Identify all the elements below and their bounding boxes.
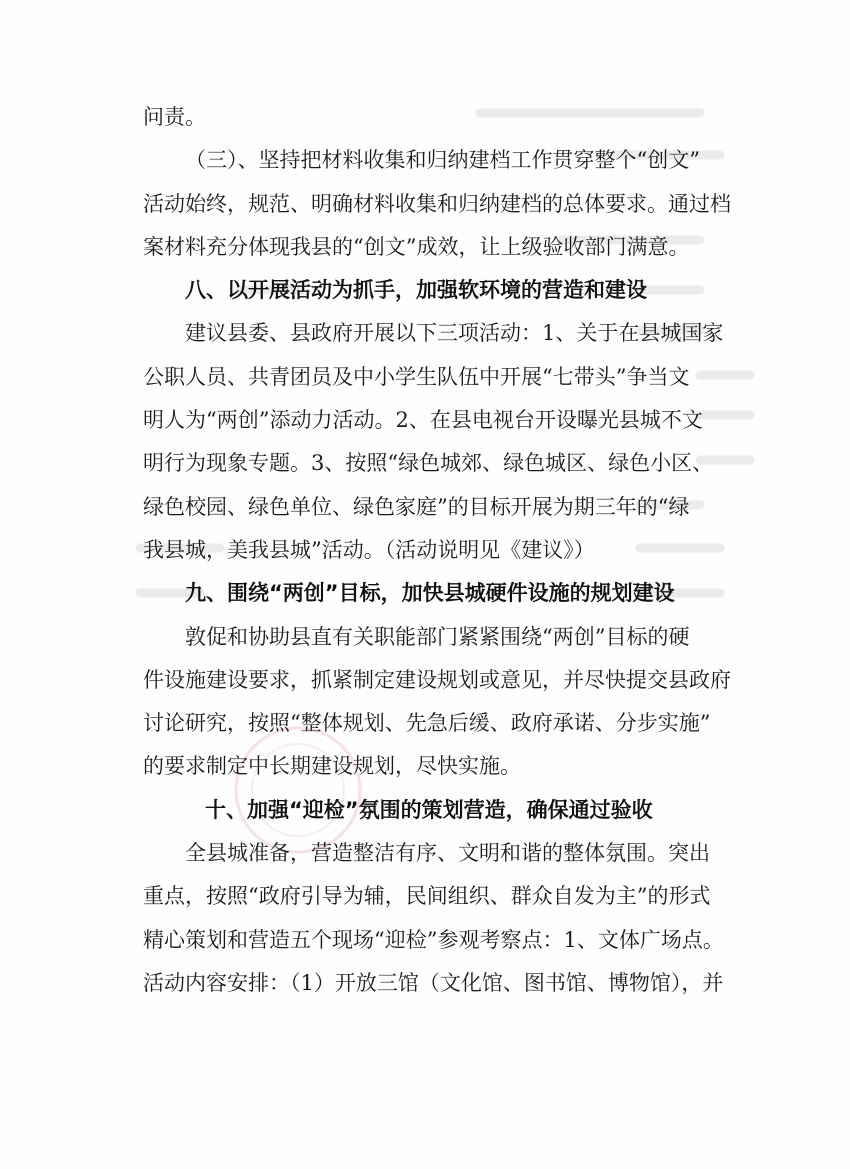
body-line: 的要求制定中长期建设规划，尽快实施。 — [143, 754, 521, 779]
body-line: 问责。 — [143, 105, 206, 129]
body-line: 敦促和协助县直有关职能部门紧紧围绕“两创”目标的硬 — [185, 624, 690, 649]
body-line: 明行为现象专题。3、按照“绿色城郊、绿色城区、绿色小区、 — [143, 451, 714, 476]
body-line: 绿色校园、绿色单位、绿色家庭”的目标开展为期三年的“绿 — [143, 494, 690, 519]
body-line: 我县城，美我县城”活动。（活动说明见《建议》） — [143, 537, 595, 562]
section-heading-10: 十、加强“迎检”氛围的策划营造，确保通过验收 — [205, 797, 653, 822]
body-line: 公职人员、共青团员及中小学生队伍中开展“七带头”争当文 — [143, 364, 690, 389]
body-line: 件设施建设要求，抓紧制定建设规划或意见，并尽快提交县政府 — [143, 667, 731, 692]
body-line: 活动内容安排：（1）开放三馆（文化馆、图书馆、博物馆），并 — [143, 970, 724, 995]
body-line: 案材料充分体现我县的“创文”成效，让上级验收部门满意。 — [143, 234, 690, 259]
body-line: 讨论研究，按照“整体规划、先急后缓、政府承诺、分步实施” — [143, 711, 711, 736]
body-line: 精心策划和营造五个现场“迎检”参观考察点：1、文体广场点。 — [143, 927, 724, 952]
body-line: （三）、坚持把材料收集和归纳建档工作贯穿整个“创文” — [185, 148, 700, 173]
body-line: 明人为“两创”添动力活动。2、在县电视台开设曝光县城不文 — [143, 408, 703, 433]
body-line: 全县城准备，营造整洁有序、文明和谐的整体氛围。突出 — [185, 841, 710, 866]
section-heading-9: 九、围绕“两创”目标，加快县城硬件设施的规划建设 — [185, 581, 675, 606]
body-line: 活动始终，规范、明确材料收集和归纳建档的总体要求。通过档 — [143, 191, 731, 216]
section-heading-8: 八、以开展活动为抓手，加强软环境的营造和建设 — [185, 278, 647, 303]
body-line: 重点，按照“政府引导为辅，民间组织、群众自发为主”的形式 — [143, 884, 711, 909]
body-line: 建议县委、县政府开展以下三项活动：1、关于在县城国家 — [185, 321, 724, 346]
document-body — [143, 96, 763, 1005]
